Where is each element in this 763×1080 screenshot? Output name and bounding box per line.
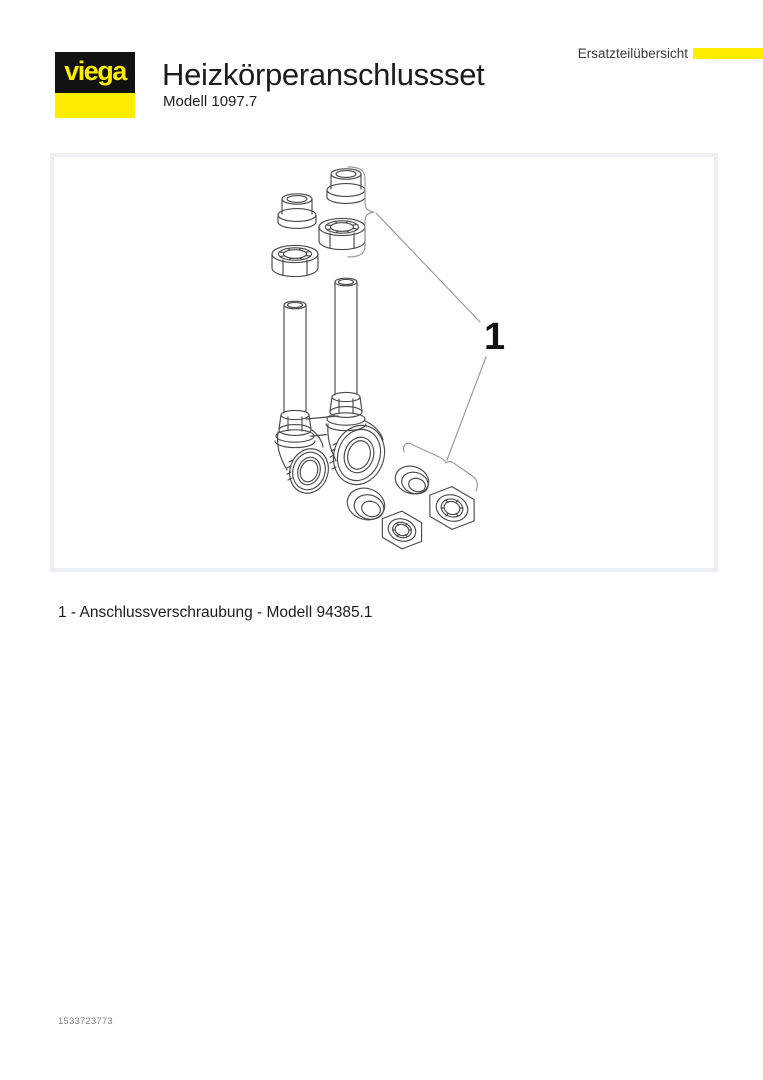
elbow-right xyxy=(326,392,392,491)
union-nut-top-left xyxy=(272,245,318,276)
doc-type-label: Ersatzteilübersicht xyxy=(577,46,688,61)
hex-nut-lower-middle xyxy=(382,511,421,549)
leader-line-bottom xyxy=(447,357,486,460)
ferrule-top-left xyxy=(278,194,316,229)
leader-line-top xyxy=(376,213,480,322)
viega-logo-text: viega xyxy=(64,55,126,86)
ferrule-top-right xyxy=(327,169,365,204)
viega-logo-black-box xyxy=(55,52,135,93)
union-nut-top-right xyxy=(319,218,365,249)
page-title: Heizkörperanschlussset xyxy=(162,57,485,92)
figure-frame xyxy=(50,153,718,572)
elbow-left xyxy=(275,410,334,498)
hex-nut-lower-right xyxy=(430,487,474,530)
pipe-right xyxy=(335,278,357,395)
technical-drawing xyxy=(54,157,714,568)
callout-1-label: 1 xyxy=(484,316,506,358)
pipe-left xyxy=(284,301,306,413)
document-number: 1533723773 xyxy=(58,1016,113,1027)
model-subtitle: Modell 1097.7 xyxy=(163,93,258,110)
bushing-upper xyxy=(392,462,433,498)
viega-logo-yellow-box xyxy=(55,93,135,118)
parts-list-item: 1 - Anschlussverschraubung - Modell 94385.1 xyxy=(58,604,373,621)
viega-logo xyxy=(55,52,135,118)
doc-type-yellow-bar xyxy=(693,48,763,59)
